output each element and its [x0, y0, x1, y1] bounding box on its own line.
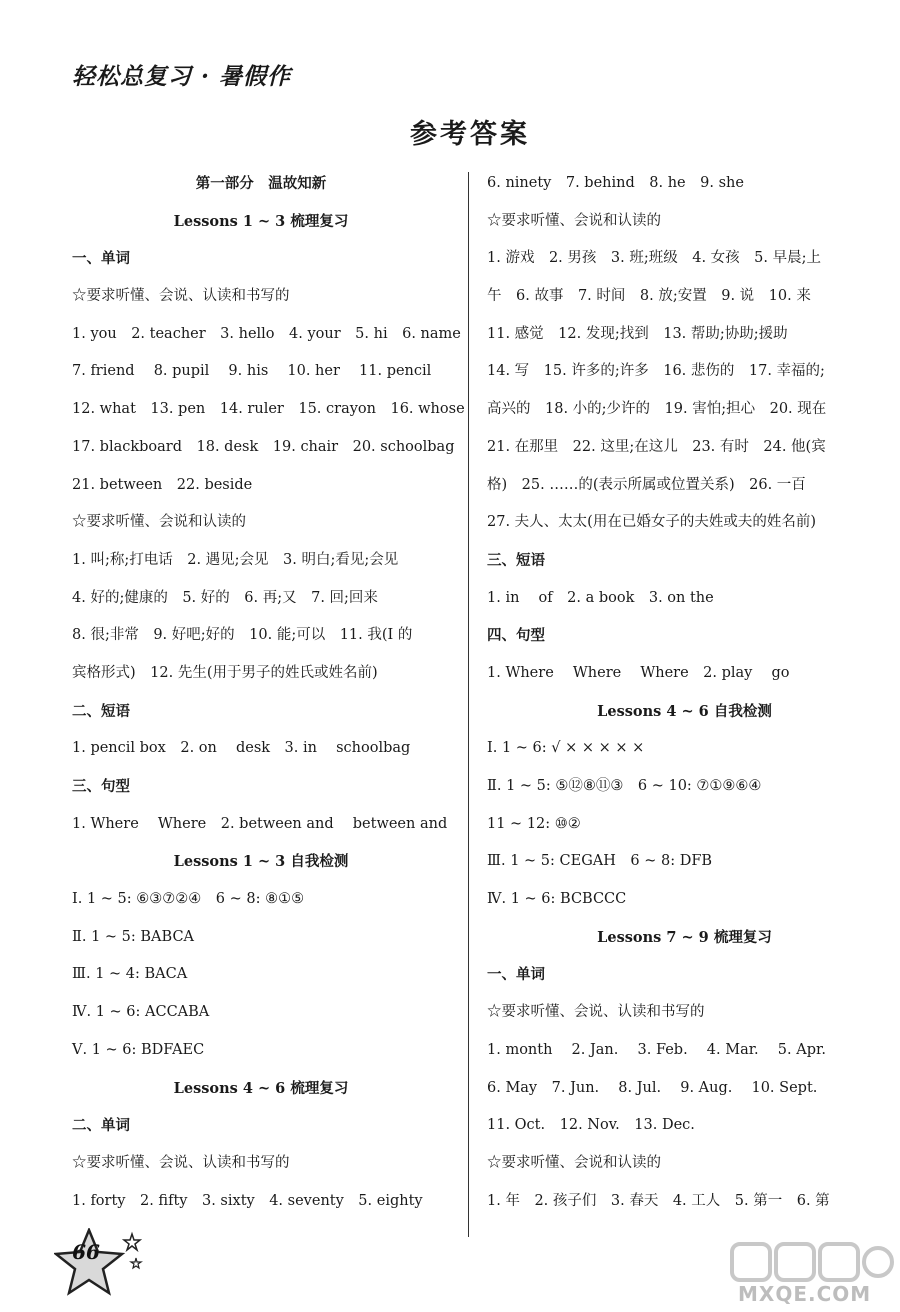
right-column-line: ☆要求听懂、会说、认读和书写的	[487, 1004, 705, 1021]
right-column-line: Ⅱ. 1 ~ 5: ⑤⑫⑧⑪③ 6 ~ 10: ⑦①⑨⑥④	[487, 778, 762, 794]
left-column-line: 1. pencil box 2. on desk 3. in schoolbag	[72, 740, 411, 757]
right-column-line: Lessons 7 ~ 9 梳理复习	[597, 928, 772, 946]
right-column-line: 11 ~ 12: ⑩②	[487, 815, 581, 832]
right-column-line: 三、短语	[487, 551, 545, 569]
left-column-line: Lessons 4 ~ 6 梳理复习	[173, 1079, 349, 1097]
left-column-line: 三、句型	[72, 778, 130, 795]
left-column-line: Ⅲ. 1 ~ 4: BACA	[72, 966, 188, 983]
left-column-line: Lessons 1 ~ 3 自我检测	[173, 853, 349, 871]
page-title: 参考答案	[410, 119, 530, 150]
left-column-line: Ⅱ. 1 ~ 5: BABCA	[72, 928, 195, 945]
left-column-line: 第一部分 温故知新	[195, 175, 327, 192]
left-column-line: Ⅴ. 1 ~ 6: BDFAEC	[72, 1041, 205, 1058]
left-column-line: Ⅳ. 1 ~ 6: ACCABA	[72, 1004, 210, 1021]
right-column-line: 11. Oct. 12. Nov. 13. Dec.	[487, 1117, 695, 1134]
left-column-line: 二、单词	[72, 1117, 130, 1135]
left-answer-column	[72, 165, 465, 1220]
right-column-line: Ⅲ. 1 ~ 5: CEGAH 6 ~ 8: DFB	[487, 853, 713, 870]
left-column-line: 1. you 2. teacher 3. hello 4. your 5. hi 6. name	[72, 325, 461, 342]
right-column-line: Ⅰ. 1 ~ 6: √ × × × × ×	[487, 740, 645, 757]
right-column-line: 21. 在那里 22. 这里;在这儿 23. 有时 24. 他(宾	[487, 438, 826, 455]
right-column-line: 一、单词	[487, 966, 545, 984]
right-column-line: 高兴的 18. 小的;少许的 19. 害怕;担心 20. 现在	[487, 401, 827, 418]
left-column-line: 7. friend 8. pupil 9. his 10. her 11. pencil	[72, 363, 432, 380]
right-column-line: ☆要求听懂、会说和认读的	[487, 1154, 661, 1171]
left-column-line: 8. 很;非常 9. 好吧;好的 10. 能;可以 11. 我(I 的	[72, 627, 413, 644]
right-answer-column	[487, 165, 882, 1220]
left-column-line: 21. between 22. beside	[72, 476, 253, 493]
page-number: 66	[72, 1240, 100, 1264]
left-column-line: ☆要求听懂、会说、认读和书写的	[72, 1154, 290, 1171]
left-column-line: 1. 叫;称;打电话 2. 遇见;会见 3. 明白;看见;会见	[72, 551, 399, 568]
left-column-line: 4. 好的;健康的 5. 好的 6. 再;又 7. 回;回来	[72, 589, 378, 606]
right-column-line: Lessons 4 ~ 6 自我检测	[597, 702, 772, 720]
right-column-line: 6. ninety 7. behind 8. he 9. she	[487, 175, 744, 191]
right-column-line: 1. Where Where Where 2. play go	[487, 664, 790, 681]
right-column-line: 1. 游戏 2. 男孩 3. 班;班级 4. 女孩 5. 早晨;上	[487, 250, 821, 267]
right-column-line: 6. May 7. Jun. 8. Jul. 9. Aug. 10. Sept.	[487, 1079, 818, 1096]
right-column-line: 午 6. 故事 7. 时间 8. 放;安置 9. 说 10. 来	[487, 288, 811, 305]
right-column-line: 1. 年 2. 孩子们 3. 春天 4. 工人 5. 第一 6. 第	[487, 1192, 830, 1209]
series-title: 轻松总复习 · 暑假作	[72, 63, 292, 90]
right-column-line: 四、句型	[487, 627, 545, 645]
left-column-line: ☆要求听懂、会说和认读的	[72, 514, 246, 531]
right-column-line: Ⅳ. 1 ~ 6: BCBCCC	[487, 891, 627, 908]
left-column-line: Lessons 1 ~ 3 梳理复习	[173, 212, 349, 230]
right-column-line: ☆要求听懂、会说和认读的	[487, 212, 661, 229]
column-divider	[468, 172, 469, 1237]
right-column-line: 格) 25. ……的(表示所属或位置关系) 26. 一百	[487, 476, 806, 493]
right-column-line: 1. month 2. Jan. 3. Feb. 4. Mar. 5. Apr.	[487, 1041, 826, 1058]
left-column-line: 宾格形式) 12. 先生(用于男子的姓氏或姓名前)	[72, 664, 378, 681]
right-column-line: 11. 感觉 12. 发现;找到 13. 帮助;协助;援助	[487, 325, 788, 342]
left-column-line: 一、单词	[72, 250, 130, 268]
right-column-line: 27. 夫人、太太(用在已婚女子的夫姓或夫的姓名前)	[487, 514, 816, 531]
left-column-line: 12. what 13. pen 14. ruler 15. crayon 16. whose	[72, 401, 465, 418]
left-column-line: 1. forty 2. fifty 3. sixty 4. seventy 5. eighty	[72, 1192, 423, 1209]
left-column-line: 二、短语	[72, 702, 130, 720]
right-column-line: 14. 写 15. 许多的;许多 16. 悲伤的 17. 幸福的;	[487, 363, 825, 380]
left-column-line: ☆要求听懂、会说、认读和书写的	[72, 288, 290, 305]
left-column-line: Ⅰ. 1 ~ 5: ⑥③⑦②④ 6 ~ 8: ⑧①⑤	[72, 891, 305, 908]
watermark-site-text: MXQE.COM	[738, 1282, 872, 1306]
left-column-line: 1. Where Where 2. between and between and	[72, 815, 448, 832]
left-column-line: 17. blackboard 18. desk 19. chair 20. schoolbag	[72, 438, 455, 455]
right-column-line: 1. in of 2. a book 3. on the	[487, 589, 714, 606]
